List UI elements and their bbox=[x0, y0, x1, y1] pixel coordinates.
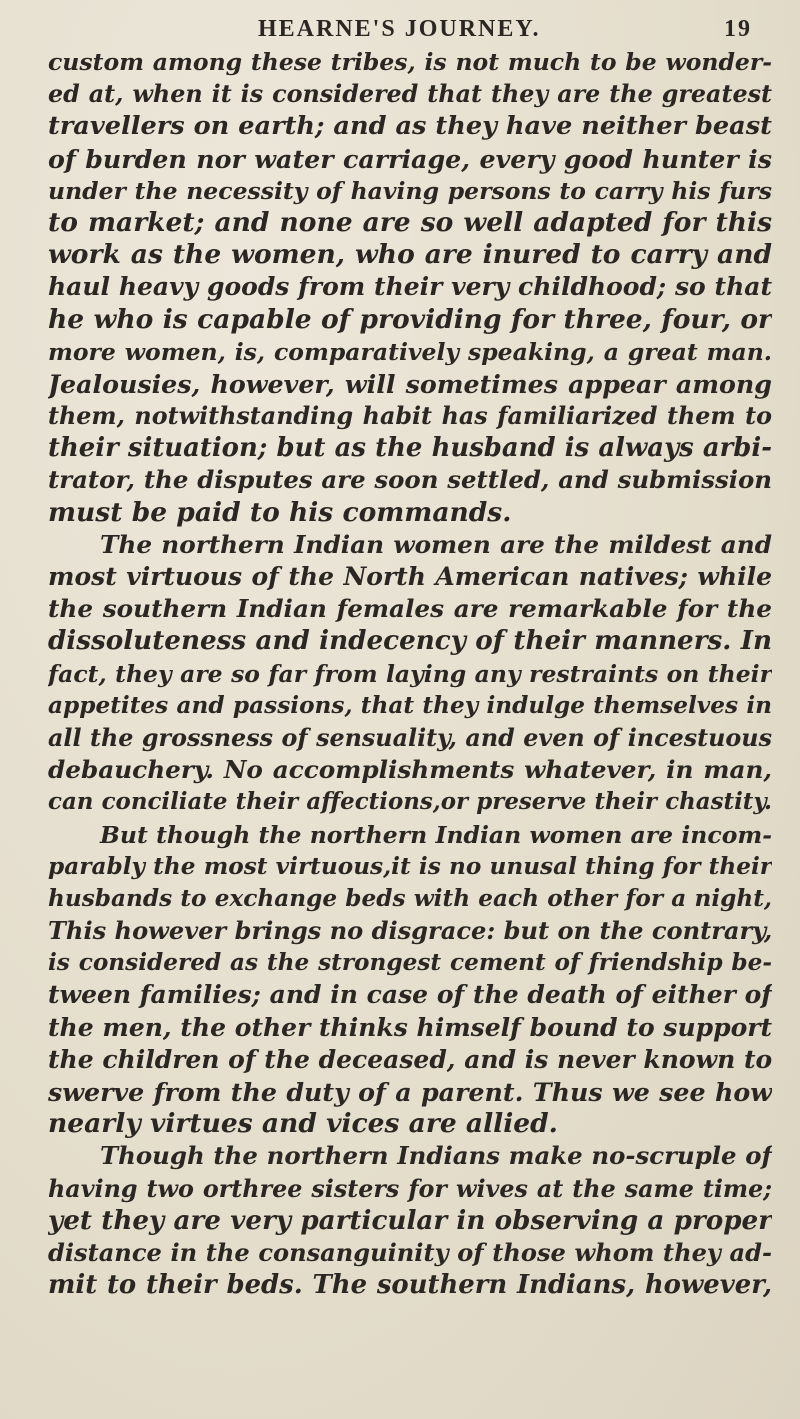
text-line: having two orthree sisters for wives at the same time; bbox=[48, 1174, 772, 1203]
text-line: But though the northern Indian women are incom- bbox=[100, 820, 772, 849]
text-line: can conciliate their affections,or preserve their chastity. bbox=[48, 788, 772, 816]
text-line: tween families; and in case of the death of either of bbox=[48, 980, 772, 1010]
text-line: distance in the consanguinity of those whom they ad- bbox=[48, 1237, 772, 1267]
text-line: fact, they are so far from laying any restraints on their bbox=[48, 659, 772, 688]
running-header bbox=[48, 12, 772, 46]
text-line: Though the northern Indians make no-scruple of bbox=[100, 1141, 772, 1171]
text-line: trator, the disputes are soon settled, and submission bbox=[48, 465, 772, 495]
text-line: their situation; but as the husband is always arbi- bbox=[48, 433, 772, 464]
text-line: appetites and passions, that they indulge themselves in bbox=[48, 691, 772, 719]
text-line: all the grossness of sensuality, and even of incestuous bbox=[48, 723, 772, 752]
text-line: he who is capable of providing for three, four, or bbox=[48, 303, 772, 335]
text-line: work as the women, who are inured to carry and bbox=[48, 239, 772, 271]
text-line: mit to their beds. The southern Indians, however, bbox=[48, 1270, 772, 1301]
text-line: must be paid to his commands. bbox=[48, 496, 512, 528]
running-title: HEARNE'S JOURNEY. bbox=[258, 16, 541, 42]
text-line: This however brings no disgrace: but on the contrary, bbox=[48, 916, 772, 946]
text-line: husbands to exchange beds with each other for a night, bbox=[48, 884, 772, 912]
text-line: debauchery. No accomplishments whatever, in man, bbox=[48, 755, 772, 785]
text-line: parably the most virtuous,it is no unusal thing for their bbox=[48, 852, 772, 880]
text-line: travellers on earth; and as they have neither beast bbox=[48, 111, 772, 142]
text-line: The northern Indian women are the mildest and bbox=[100, 529, 772, 559]
text-line: is considered as the strongest cement of friendship be- bbox=[48, 949, 772, 977]
text-line: of burden nor water carriage, every good hunter is bbox=[48, 143, 772, 174]
text-line: haul heavy goods from their very childhood; so that bbox=[48, 272, 772, 302]
text-line: more women, is, comparatively speaking, a great man. bbox=[48, 337, 772, 366]
text-line: ed at, when it is considered that they are the greatest bbox=[48, 80, 772, 109]
text-line: most virtuous of the North American natives; while bbox=[48, 562, 772, 591]
text-line: swerve from the duty of a parent. Thus we see how bbox=[48, 1077, 772, 1107]
text-line: under the necessity of having persons to carry his furs bbox=[48, 176, 772, 205]
text-line: Jealousies, however, will sometimes appear among bbox=[48, 368, 772, 399]
text-line: yet they are very particular in observing a proper bbox=[48, 1204, 772, 1236]
page-number: 19 bbox=[724, 16, 752, 42]
book-page bbox=[48, 12, 772, 1301]
text-line: the southern Indian females are remarkable for the bbox=[48, 594, 772, 624]
text-line: to market; and none are so well adapted for this bbox=[48, 206, 772, 238]
text-line: the children of the deceased, and is never known to bbox=[48, 1044, 772, 1074]
text-line: the men, the other thinks himself bound to support bbox=[48, 1012, 772, 1042]
body-text bbox=[48, 46, 772, 1301]
text-line: them, notwithstanding habit has familiarized them to bbox=[48, 402, 772, 431]
text-line: custom among these tribes, is not much to be wonder- bbox=[48, 48, 772, 76]
text-line: nearly virtues and vices are allied. bbox=[48, 1108, 558, 1140]
text-line: dissoluteness and indecency of their manners. In bbox=[48, 625, 772, 657]
